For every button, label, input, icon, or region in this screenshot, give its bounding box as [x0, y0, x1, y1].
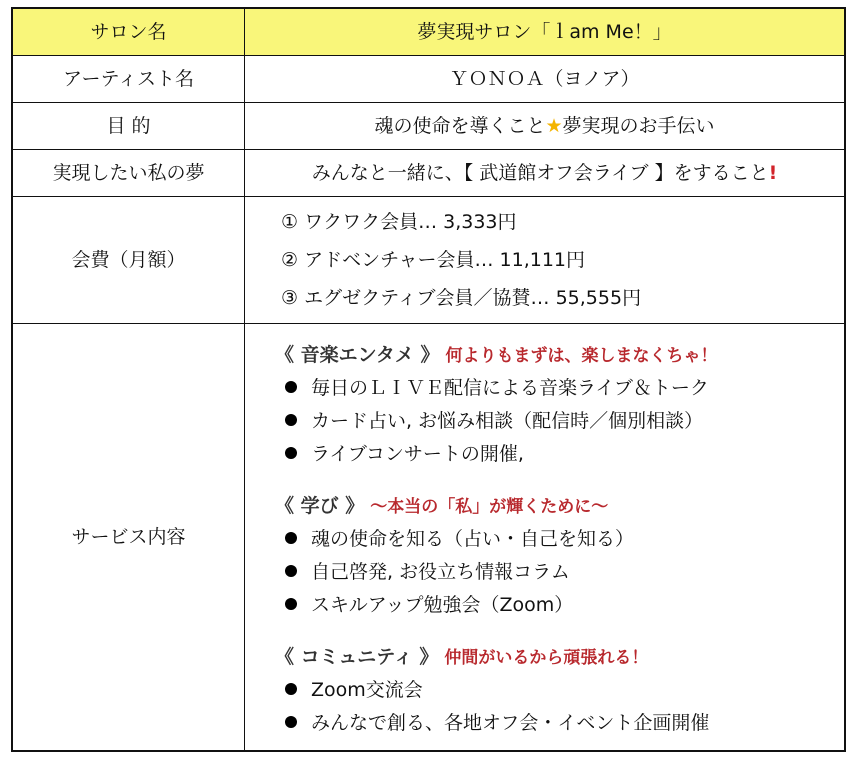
purpose-text-before: 魂の使命を導くこと: [374, 114, 546, 137]
list-item: [285, 405, 844, 438]
fees-label: 会費（月額）: [12, 197, 245, 324]
service-group-music: [275, 338, 844, 471]
purpose-row: [12, 103, 845, 150]
bullet-icon: [285, 447, 297, 459]
bullet-icon: [285, 532, 297, 544]
fee-item: ② アドベンチャー会員… 11,111円: [281, 249, 586, 271]
list-item-text: 魂の使命を知る（占い・自己を知る）: [311, 528, 635, 550]
dream-row: [12, 150, 845, 197]
service-group-tagline: 何よりもまずは、楽しまなくちゃ！: [445, 346, 718, 366]
bullet-icon: [285, 565, 297, 577]
star-icon: ★: [545, 114, 563, 137]
salon-name-label: サロン名: [12, 8, 245, 56]
list-item-text: 毎日のＬＩＶＥ配信による音楽ライブ＆トーク: [311, 377, 709, 399]
list-item: [285, 707, 844, 740]
service-list: [275, 674, 844, 740]
artist-row: [12, 56, 845, 103]
services-content: [245, 324, 846, 752]
services-label: サービス内容: [12, 324, 245, 752]
bullet-icon: [285, 716, 297, 728]
fee-item: ③ エグゼクティブ会員／協賛… 55,555円: [281, 287, 642, 309]
list-item-text: スキルアップ勉強会（Zoom）: [311, 594, 574, 616]
service-list: [275, 523, 844, 622]
fee-item: ① ワクワク会員… 3,333円: [281, 211, 517, 233]
dream-text: みんなと一緒に、【 武道館オフ会ライブ 】をすること: [311, 161, 769, 184]
service-group-tag: 《 音楽エンタメ 》: [275, 344, 440, 366]
list-item: [285, 556, 844, 589]
service-group-heading: [275, 338, 844, 372]
salon-info-table: [11, 7, 846, 752]
bullet-icon: [285, 598, 297, 610]
dream-label: 実現したい私の夢: [12, 150, 245, 197]
list-item: [285, 372, 844, 405]
purpose-text-after: 夢実現のお手伝い: [562, 114, 715, 137]
service-list: [275, 372, 844, 471]
dream-value: [245, 150, 846, 197]
bullet-icon: [285, 683, 297, 695]
list-item: [285, 589, 844, 622]
service-group-tag: 《 コミュニティ 》: [275, 646, 439, 668]
bullet-icon: [285, 414, 297, 426]
service-group-learning: [275, 489, 844, 622]
bullet-icon: [285, 381, 297, 393]
service-group-heading: [275, 489, 844, 523]
list-item-text: 自己啓発, お役立ち情報コラム: [311, 561, 570, 583]
list-item-text: みんなで創る、各地オフ会・イベント企画開催: [311, 712, 710, 734]
artist-value: ＹＯＮＯＡ（ヨノア）: [245, 56, 846, 103]
fees-list: [245, 197, 846, 324]
artist-label: アーティスト名: [12, 56, 245, 103]
purpose-label: 目 的: [12, 103, 245, 150]
fees-row: [12, 197, 845, 324]
services-row: [12, 324, 845, 752]
service-group-community: [275, 640, 844, 740]
list-item: [285, 674, 844, 707]
service-group-tagline: 仲間がいるから頑張れる！: [444, 648, 649, 668]
list-item-text: Zoom交流会: [311, 679, 423, 701]
list-item: [285, 438, 844, 471]
list-item-text: ライブコンサートの開催,: [311, 443, 524, 465]
header-row: [12, 8, 845, 56]
service-group-tagline: 〜本当の「私」が輝くために〜: [370, 497, 609, 517]
list-item-text: カード占い, お悩み相談（配信時／個別相談）: [311, 410, 704, 432]
salon-name-value: 夢実現サロン「ｌam Me！」: [245, 8, 846, 56]
service-group-tag: 《 学び 》: [275, 495, 365, 517]
service-group-heading: [275, 640, 844, 674]
exclamation-icon: !: [768, 161, 778, 184]
list-item: [285, 523, 844, 556]
purpose-value: [245, 103, 846, 150]
